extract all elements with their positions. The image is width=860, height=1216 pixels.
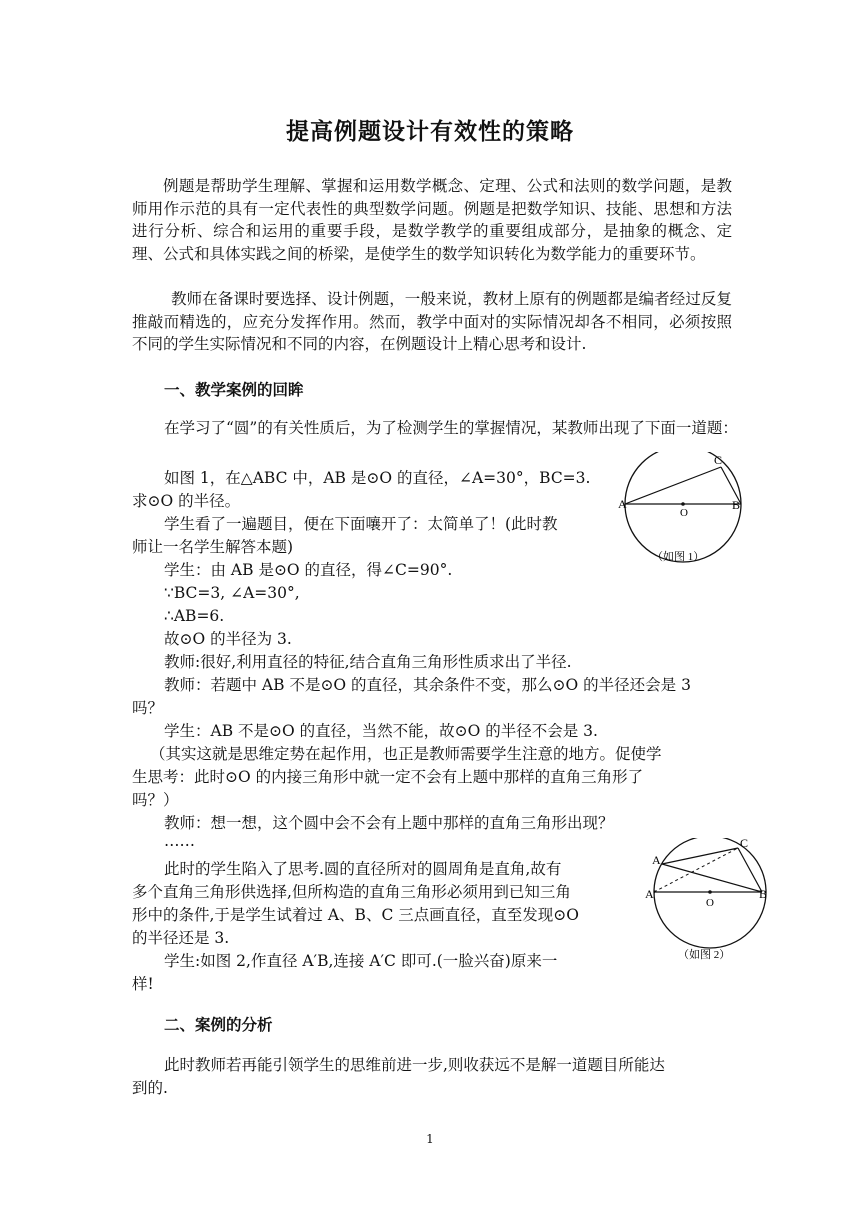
figure-1-label-a: A	[618, 497, 627, 511]
figure-2-label-c: C	[740, 838, 749, 850]
section-1-heading: 一、教学案例的回眸	[164, 381, 304, 399]
figure-2-label-o: O	[706, 897, 714, 909]
solution-line-3: ∴AB=6.	[164, 607, 225, 625]
teacher-question-3: 教师：想一想，这个圆中会不会有上题中那样的直角三角形出现？	[164, 814, 614, 832]
case-intro-line-1: 在学习了“圆”的有关性质后，为了检测学生的掌握情况，某教师出现了下面一道题：	[164, 419, 738, 437]
figure-1-diagram	[608, 452, 758, 572]
student-reaction-line-1: 学生看了一遍题目，便在下面嚷开了：太简单了！(此时教	[164, 515, 558, 533]
figure-2-label-a-prime: A′	[645, 887, 657, 901]
note-line-1: （其实这就是思维定势在起作用，也正是教师需要学生注意的地方。促使学	[150, 745, 662, 763]
page-number: 1	[426, 1132, 434, 1146]
thinking-line-4: 的半径还是 3.	[132, 929, 230, 947]
figure-2-side-ab	[662, 864, 762, 892]
thinking-line-2: 多个直角三角形供选择,但所构造的直角三角形必须用到已知三角	[132, 883, 571, 901]
student-reaction-line-2: 师让一名学生解答本题)	[132, 538, 294, 556]
student-answer-2: 学生：AB 不是⊙O 的直径，当然不能，故⊙O 的半径不会是 3.	[164, 722, 598, 740]
student-answer-3-line-2: 样!	[132, 975, 154, 993]
teacher-comment-1: 教师:很好,利用直径的特征,结合直角三角形性质求出了半径.	[164, 653, 572, 671]
analysis-line-1: 此时教师若再能引领学生的思维前进一步,则收获远不是解一道题目所能达	[164, 1056, 665, 1074]
student-answer-3-line-1: 学生:如图 2,作直径 A′B,连接 A′C 即可.(一脸兴奋)原来一	[164, 952, 558, 970]
problem-line-1: 如图 1，在△ABC 中，AB 是⊙O 的直径，∠A=30°，BC=3.	[164, 469, 591, 487]
figure-1-label-o: O	[680, 507, 688, 519]
teacher-question-line-1: 教师：若题中 AB 不是⊙O 的直径，其余条件不变，那么⊙O 的半径还会是 3	[164, 676, 691, 694]
teacher-question-line-2: 吗？	[132, 699, 164, 717]
figure-1-caption: （如图 1）	[652, 551, 705, 563]
figure-2-caption: （如图 2）	[678, 949, 731, 961]
thinking-line-3: 形中的条件,于是学生试着过 A、B、C 三点画直径，直至发现⊙O	[132, 906, 579, 924]
thinking-line-1: 此时的学生陷入了思考.圆的直径所对的圆周角是直角,故有	[164, 860, 562, 878]
figure-2-side-cb	[738, 848, 762, 892]
figure-2-dashed-a-prime-c	[654, 848, 738, 892]
problem-line-2: 求⊙O 的半径。	[132, 492, 241, 510]
figure-1-label-b: B	[732, 498, 741, 512]
intro-paragraph-2: 教师在备课时要选择、设计例题，一般来说，教材上原有的例题都是编者经过反复推敲而精选的，应充分发挥作用。然而，教学中面对的实际情况却各不相同，必须按照不同的学生实际情况和不同的内容，在例题设计上精心思考和设计.	[132, 290, 732, 354]
solution-line-1: 学生：由 AB 是⊙O 的直径，得∠C=90°.	[164, 561, 453, 579]
figure-1-side-ac	[625, 467, 721, 504]
figure-2-label-b: B	[759, 887, 768, 901]
ellipsis: ……	[164, 832, 195, 850]
intro-paragraph-1: 例题是帮助学生理解、掌握和运用数学概念、定理、公式和法则的数学问题，是教师用作示范的具有一定代表性的典型数学问题。例题是把数学知识、技能、思想和方法进行分析、综合和运用的重要手段，是数学教学的重要组成部分，是抽象的概念、定理、公式和具体实践之间的桥梁，是使学生的数学知识转化为数学能力的重要环节。	[132, 177, 732, 263]
figure-2-diagram	[642, 838, 792, 964]
figure-2-center-dot	[708, 890, 712, 894]
figure-2-label-a: A	[652, 853, 661, 867]
figure-1-center-dot	[681, 502, 685, 506]
section-2-heading: 二、案例的分析	[164, 1016, 273, 1034]
figure-1-label-c: C	[714, 453, 723, 467]
solution-line-4: 故⊙O 的半径为 3.	[164, 630, 292, 648]
analysis-line-2: 到的.	[132, 1079, 168, 1097]
note-line-2: 生思考：此时⊙O 的内接三角形中就一定不会有上题中那样的直角三角形了	[132, 768, 644, 786]
page-title: 提高例题设计有效性的策略	[286, 119, 574, 145]
note-line-3: 吗？）	[132, 791, 179, 809]
solution-line-2: ∵BC=3, ∠A=30°,	[164, 584, 300, 602]
